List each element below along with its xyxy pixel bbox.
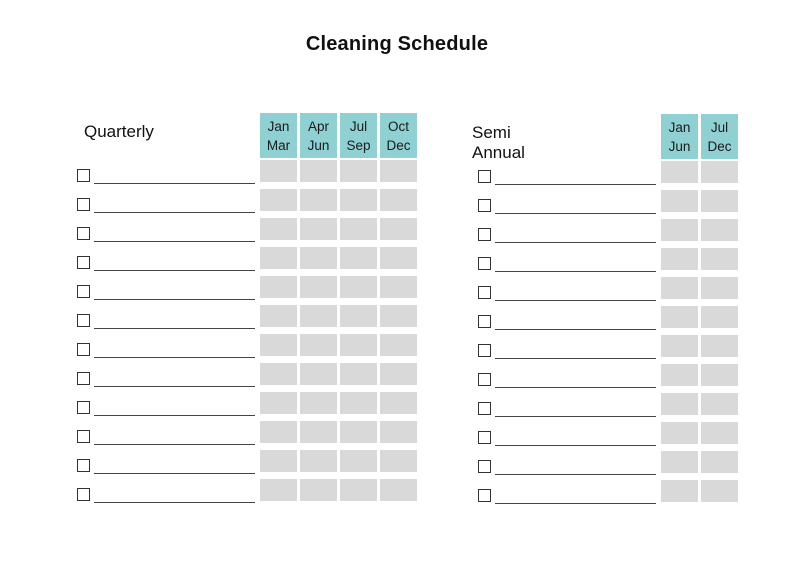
task-checkbox[interactable] xyxy=(77,169,90,182)
schedule-cell[interactable] xyxy=(300,392,337,414)
task-line[interactable] xyxy=(495,242,656,243)
schedule-cell[interactable] xyxy=(701,364,738,386)
task-line[interactable] xyxy=(495,184,656,185)
schedule-cell[interactable] xyxy=(380,392,417,414)
task-checkbox[interactable] xyxy=(77,488,90,501)
schedule-cell[interactable] xyxy=(701,306,738,328)
schedule-cell[interactable] xyxy=(380,305,417,327)
task-checkbox[interactable] xyxy=(77,256,90,269)
task-line[interactable] xyxy=(495,271,656,272)
schedule-cell[interactable] xyxy=(380,218,417,240)
schedule-cell[interactable] xyxy=(701,190,738,212)
schedule-cell[interactable] xyxy=(300,450,337,472)
schedule-cell[interactable] xyxy=(661,393,698,415)
schedule-cell[interactable] xyxy=(380,421,417,443)
task-checkbox[interactable] xyxy=(478,286,491,299)
task-checkbox[interactable] xyxy=(478,199,491,212)
task-line[interactable] xyxy=(495,416,656,417)
schedule-cell[interactable] xyxy=(260,363,297,385)
schedule-cell[interactable] xyxy=(701,393,738,415)
schedule-cell[interactable] xyxy=(380,363,417,385)
task-line[interactable] xyxy=(495,329,656,330)
schedule-cell[interactable] xyxy=(701,161,738,183)
task-checkbox[interactable] xyxy=(478,344,491,357)
schedule-cell[interactable] xyxy=(661,219,698,241)
task-line[interactable] xyxy=(495,300,656,301)
column-header-line1: Jul xyxy=(349,118,368,134)
schedule-cell[interactable] xyxy=(260,305,297,327)
schedule-cell[interactable] xyxy=(340,218,377,240)
column-header-line2: Jun xyxy=(668,138,691,154)
task-line[interactable] xyxy=(495,445,656,446)
task-checkbox[interactable] xyxy=(77,430,90,443)
schedule-cell[interactable] xyxy=(380,160,417,182)
schedule-cell[interactable] xyxy=(260,160,297,182)
schedule-cell[interactable] xyxy=(340,421,377,443)
task-line[interactable] xyxy=(94,328,255,329)
schedule-cell[interactable] xyxy=(260,218,297,240)
column-header-line2: Jun xyxy=(307,137,330,153)
schedule-cell[interactable] xyxy=(661,364,698,386)
schedule-cell[interactable] xyxy=(701,451,738,473)
schedule-cell[interactable] xyxy=(661,190,698,212)
task-line[interactable] xyxy=(495,213,656,214)
task-checkbox[interactable] xyxy=(77,372,90,385)
task-checkbox[interactable] xyxy=(478,373,491,386)
schedule-cell[interactable] xyxy=(380,450,417,472)
schedule-cell[interactable] xyxy=(380,479,417,501)
schedule-cell[interactable] xyxy=(260,247,297,269)
task-checkbox[interactable] xyxy=(77,314,90,327)
schedule-cell[interactable] xyxy=(260,189,297,211)
task-line[interactable] xyxy=(94,270,255,271)
schedule-cell[interactable] xyxy=(380,247,417,269)
schedule-cell[interactable] xyxy=(340,450,377,472)
task-checkbox[interactable] xyxy=(77,459,90,472)
task-checkbox[interactable] xyxy=(478,460,491,473)
semi-annual-heading: Semi Annual xyxy=(472,123,525,162)
column-header-line2: Dec xyxy=(386,137,411,153)
semi-annual-column-header xyxy=(661,114,698,159)
schedule-cell[interactable] xyxy=(300,189,337,211)
quarterly-heading: Quarterly xyxy=(84,122,154,141)
schedule-cell[interactable] xyxy=(300,479,337,501)
task-line[interactable] xyxy=(495,387,656,388)
schedule-cell[interactable] xyxy=(300,218,337,240)
schedule-cell[interactable] xyxy=(661,451,698,473)
task-checkbox[interactable] xyxy=(478,228,491,241)
task-checkbox[interactable] xyxy=(77,198,90,211)
page-title: Cleaning Schedule xyxy=(305,33,489,55)
column-header-line1: Jan xyxy=(668,119,691,135)
task-checkbox[interactable] xyxy=(77,401,90,414)
schedule-cell[interactable] xyxy=(661,335,698,357)
schedule-cell[interactable] xyxy=(340,334,377,356)
schedule-cell[interactable] xyxy=(300,363,337,385)
task-line[interactable] xyxy=(94,502,255,503)
schedule-cell[interactable] xyxy=(701,335,738,357)
schedule-cell[interactable] xyxy=(661,422,698,444)
task-line[interactable] xyxy=(94,212,255,213)
task-checkbox[interactable] xyxy=(478,315,491,328)
schedule-cell[interactable] xyxy=(300,421,337,443)
task-checkbox[interactable] xyxy=(478,170,491,183)
schedule-cell[interactable] xyxy=(340,479,377,501)
task-checkbox[interactable] xyxy=(77,227,90,240)
schedule-cell[interactable] xyxy=(701,248,738,270)
task-line[interactable] xyxy=(94,241,255,242)
schedule-cell[interactable] xyxy=(300,305,337,327)
task-checkbox[interactable] xyxy=(478,257,491,270)
schedule-cell[interactable] xyxy=(300,160,337,182)
task-line[interactable] xyxy=(94,183,255,184)
schedule-cell[interactable] xyxy=(300,276,337,298)
schedule-cell[interactable] xyxy=(260,276,297,298)
task-line[interactable] xyxy=(94,386,255,387)
schedule-cell[interactable] xyxy=(260,479,297,501)
task-line[interactable] xyxy=(495,474,656,475)
schedule-cell[interactable] xyxy=(380,276,417,298)
schedule-cell[interactable] xyxy=(380,334,417,356)
schedule-cell[interactable] xyxy=(260,392,297,414)
schedule-cell[interactable] xyxy=(661,248,698,270)
quarterly-column-header xyxy=(340,113,377,158)
column-header-line1: Jul xyxy=(710,119,729,135)
schedule-cell[interactable] xyxy=(260,421,297,443)
column-header-line1: Apr xyxy=(307,118,329,134)
schedule-cell[interactable] xyxy=(340,247,377,269)
column-header-line1: Oct xyxy=(387,118,409,134)
quarterly-column-header xyxy=(380,113,417,158)
schedule-cell[interactable] xyxy=(661,306,698,328)
schedule-cell[interactable] xyxy=(661,480,698,502)
schedule-cell[interactable] xyxy=(661,161,698,183)
schedule-cell[interactable] xyxy=(260,334,297,356)
schedule-cell[interactable] xyxy=(300,334,337,356)
quarterly-column-header xyxy=(300,113,337,158)
schedule-cell[interactable] xyxy=(701,277,738,299)
task-checkbox[interactable] xyxy=(77,285,90,298)
schedule-cell[interactable] xyxy=(340,363,377,385)
schedule-cell[interactable] xyxy=(340,276,377,298)
task-line[interactable] xyxy=(94,357,255,358)
schedule-cell[interactable] xyxy=(701,480,738,502)
task-line[interactable] xyxy=(495,503,656,504)
task-checkbox[interactable] xyxy=(478,402,491,415)
schedule-cell[interactable] xyxy=(380,189,417,211)
schedule-cell[interactable] xyxy=(260,450,297,472)
task-line[interactable] xyxy=(94,415,255,416)
task-checkbox[interactable] xyxy=(478,431,491,444)
task-line[interactable] xyxy=(495,358,656,359)
schedule-cell[interactable] xyxy=(701,219,738,241)
task-line[interactable] xyxy=(94,444,255,445)
column-header-line2: Mar xyxy=(266,137,291,153)
quarterly-column-header xyxy=(260,113,297,158)
task-checkbox[interactable] xyxy=(77,343,90,356)
task-line[interactable] xyxy=(94,473,255,474)
schedule-cell[interactable] xyxy=(340,392,377,414)
column-header-line2: Sep xyxy=(346,137,371,153)
column-header-line2: Dec xyxy=(707,138,732,154)
semi-annual-column-header xyxy=(701,114,738,159)
schedule-cell[interactable] xyxy=(701,422,738,444)
schedule-cell[interactable] xyxy=(661,277,698,299)
task-checkbox[interactable] xyxy=(478,489,491,502)
schedule-cell[interactable] xyxy=(340,160,377,182)
task-line[interactable] xyxy=(94,299,255,300)
schedule-cell[interactable] xyxy=(300,247,337,269)
schedule-cell[interactable] xyxy=(340,305,377,327)
column-header-line1: Jan xyxy=(267,118,290,134)
schedule-cell[interactable] xyxy=(340,189,377,211)
